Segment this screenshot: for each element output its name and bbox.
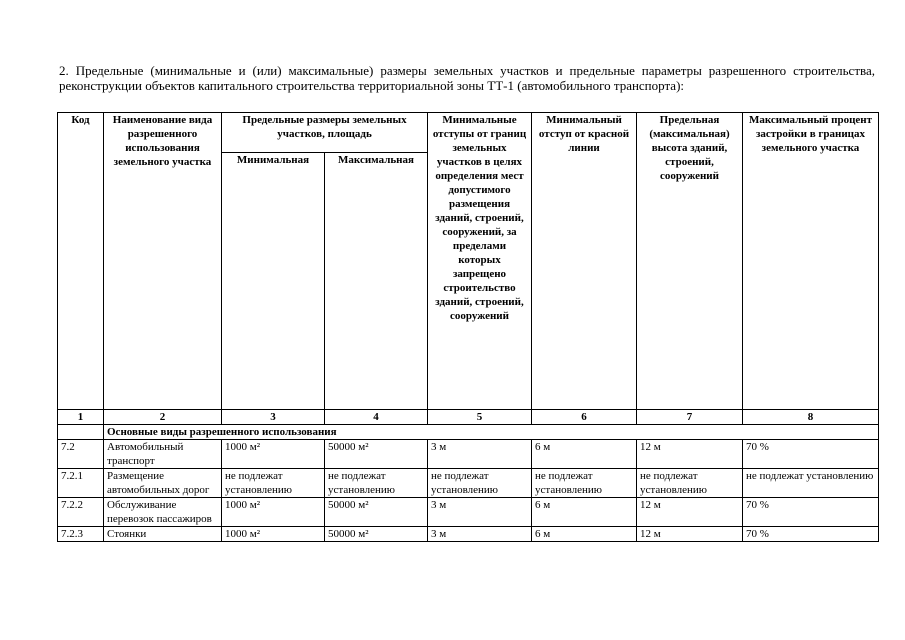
row-max-area: 50000 м² [325, 498, 428, 527]
row-min-area: 1000 м² [222, 498, 325, 527]
column-number: 1 [58, 410, 104, 425]
table-row [58, 469, 879, 498]
header-red-line: Минимальный отступ от красной линии [532, 113, 637, 410]
header-min: Минимальная [222, 153, 325, 410]
zoning-parameters-table [57, 112, 879, 542]
row-red-line: 6 м [532, 440, 637, 469]
column-number: 2 [104, 410, 222, 425]
table-row [58, 440, 879, 469]
row-code: 7.2.1 [58, 469, 104, 498]
column-number: 5 [428, 410, 532, 425]
row-height: не подлежат установлению [637, 469, 743, 498]
row-red-line: не подлежат установлению [532, 469, 637, 498]
row-height: 12 м [637, 527, 743, 542]
header-row [58, 113, 879, 153]
row-coverage: 70 % [743, 440, 879, 469]
row-min-area: не подлежат установлению [222, 469, 325, 498]
row-max-area: 50000 м² [325, 527, 428, 542]
row-height: 12 м [637, 498, 743, 527]
column-number: 7 [637, 410, 743, 425]
header-coverage: Максимальный процент застройки в границах земельного участка [743, 113, 879, 410]
header-code: Код [58, 113, 104, 410]
row-red-line: 6 м [532, 527, 637, 542]
row-max-area: не подлежат установлению [325, 469, 428, 498]
column-number: 3 [222, 410, 325, 425]
table-row [58, 527, 879, 542]
row-use-name: Обслуживание перевозок пассажиров [104, 498, 222, 527]
row-use-name: Размещение автомобильных дорог [104, 469, 222, 498]
row-red-line: 6 м [532, 498, 637, 527]
row-coverage: 70 % [743, 498, 879, 527]
row-use-name: Автомобильный транспорт [104, 440, 222, 469]
row-setback: 3 м [428, 440, 532, 469]
header-max: Максимальная [325, 153, 428, 410]
row-min-area: 1000 м² [222, 527, 325, 542]
section-title: Основные виды разрешенного использования [104, 425, 879, 440]
row-code: 7.2 [58, 440, 104, 469]
row-setback: 3 м [428, 498, 532, 527]
row-code: 7.2.3 [58, 527, 104, 542]
column-number-row [58, 410, 879, 425]
intro-paragraph: 2. Предельные (минимальные и (или) максимальные) размеры земельных участков и предельные параметры разрешенного строительства, реконструкции объектов капитального строительства территориальной зоны ТТ-1 (автомобильного транспорта): [59, 63, 875, 93]
row-height: 12 м [637, 440, 743, 469]
header-height: Предельная (максимальная) высота зданий, строений, сооружений [637, 113, 743, 410]
section-row [58, 425, 879, 440]
column-number: 6 [532, 410, 637, 425]
row-coverage: не подлежат установлению [743, 469, 879, 498]
row-max-area: 50000 м² [325, 440, 428, 469]
row-coverage: 70 % [743, 527, 879, 542]
row-setback: не подлежат установлению [428, 469, 532, 498]
header-setbacks: Минимальные отступы от границ земельных участков в целях определения мест допустимого размещения зданий, строений, сооружений, за пределами которых запрещено строительство зданий, строений, сооружений [428, 113, 532, 410]
column-number: 4 [325, 410, 428, 425]
header-use-name: Наименование вида разрешенного использования земельного участка [104, 113, 222, 410]
row-min-area: 1000 м² [222, 440, 325, 469]
row-setback: 3 м [428, 527, 532, 542]
row-use-name: Стоянки [104, 527, 222, 542]
column-number: 8 [743, 410, 879, 425]
row-code: 7.2.2 [58, 498, 104, 527]
table-row [58, 498, 879, 527]
header-plot-sizes: Предельные размеры земельных участков, площадь [222, 113, 428, 153]
